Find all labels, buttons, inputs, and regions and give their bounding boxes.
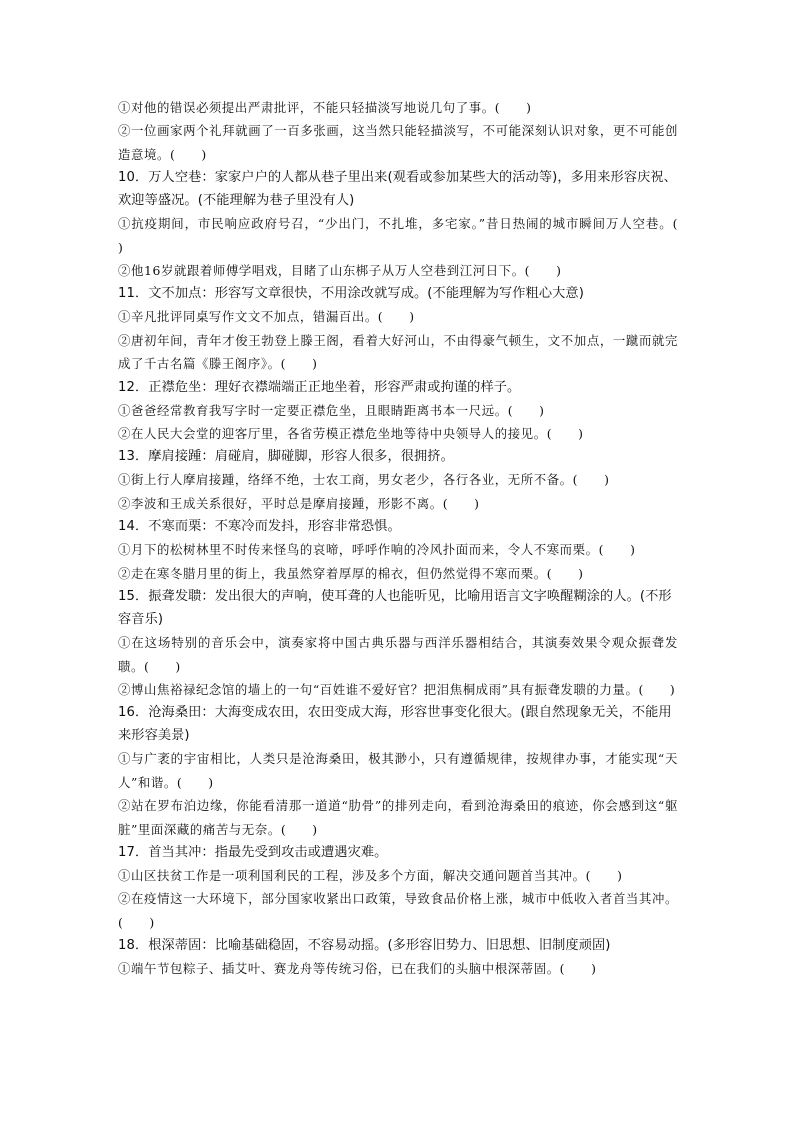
idiom-definition: 10．万人空巷：家家户户的人都从巷子里出来(观看或参加某些大的活动等)，多用来形容庆祝、欢迎等盛况。(不能理解为巷子里没有人) (118, 170, 677, 209)
example-sentence: ②唐初年间，青年才俊王勃登上滕王阁，看着大好河山，不由得豪气顿生，文不加点，一蹴而就完成了千古名篇《滕王阁序》。( ) (118, 332, 678, 372)
example-sentence: ①抗疫期间，市民响应政府号召，“少出门，不扎堆，多宅家。”昔日热闹的城市瞬间万人空巷。( ) (118, 216, 704, 255)
idiom-definition: 14．不寒而栗：不寒冷而发抖，形容非常恐惧。 (118, 519, 401, 535)
example-sentence: ①端午节包粽子、插艾叶、赛龙舟等传统习俗，已在我们的头脑中根深蒂固。( ) (118, 961, 597, 977)
idiom-definition: 12．正襟危坐：理好衣襟端端正正地坐着，形容严肃或拘谨的样子。 (118, 379, 521, 395)
idiom-definition: 17．首当其冲：指最先受到攻击或遭遇灾难。 (118, 844, 388, 860)
example-sentence: ②在人民大会堂的迎客厅里，各省劳模正襟危坐地等待中央领导人的接见。( ) (118, 426, 584, 442)
example-sentence: ①辛凡批评同桌写作文文不加点，错漏百出。( ) (118, 309, 415, 325)
example-sentence: ①对他的错误必须提出严肃批评，不能只轻描淡写地说几句了事。( ) (118, 100, 532, 115)
idiom-definition: 18．根深蒂固：比喻基础稳固，不容易动摇。(多形容旧势力、旧思想、旧制度顽固) (118, 938, 611, 954)
example-sentence: ②李波和王成关系很好，平时总是摩肩接踵，形影不离。( ) (118, 495, 480, 511)
example-sentence: ①街上行人摩肩接踵，络绎不绝，士农工商，男女老少，各行各业，无所不备。( ) (118, 472, 610, 488)
idiom-definition: 16．沧海桑田：大海变成农田，农田变成大海，形容世事变化很大。(跟自然现象无关，不能用来形容美景) (118, 705, 672, 744)
idiom-definition: 15．振聋发聩：发出很大的声响，使耳聋的人也能听见，比喻用语言文字唤醒糊涂的人。(不形容音乐) (118, 589, 672, 628)
example-sentence: ①月下的松树林里不时传来怪鸟的哀啼，呼呼作响的冷风扑面而来，令人不寒而栗。( ) (118, 542, 636, 558)
example-sentence: ①与广袤的宇宙相比，人类只是沧海桑田，极其渺小，只有遵循规律，按规律办事，才能实现“天人”和谐。( ) (118, 751, 678, 790)
example-sentence: ②走在寒冬腊月里的街上，我虽然穿着厚厚的棉衣，但仍然觉得不寒而栗。( ) (118, 565, 584, 581)
example-sentence: ②一位画家两个礼拜就画了一百多张画，这当然只能轻描淡写，不可能深刻认识对象，更不可能创造意境。( ) (118, 123, 678, 162)
example-sentence: ②他16岁就跟着师傅学唱戏，目睹了山东梆子从万人空巷到江河日下。( ) (118, 263, 562, 279)
idiom-definition: 13．摩肩接踵：肩碰肩，脚碰脚，形容人很多，很拥挤。 (118, 449, 454, 465)
example-sentence: ①在这场特别的音乐会中，演奏家将中国古典乐器与西洋乐器相结合，其演奏效果令观众振聋发聩。( ) (118, 635, 678, 674)
example-sentence: ②博山焦裕禄纪念馆的墙上的一句“百姓谁不爱好官？把泪焦桐成雨”具有振聋发聩的力量。( ) (118, 681, 676, 697)
example-sentence: ②站在罗布泊边缘，你能看清那一道道“肋骨”的排列走向，看到沧海桑田的痕迹，你会感到这“躯脏”里面深藏的痛苦与无奈。( ) (118, 798, 678, 837)
example-sentence: ②在疫情这一大环境下，部分国家收紧出口政策，导致食品价格上涨，城市中低收入者首当其冲。( ) (118, 891, 678, 930)
example-sentence: ①山区扶贫工作是一项利国利民的工程，涉及多个方面，解决交通问题首当其冲。( ) (118, 867, 623, 883)
idiom-definition: 11．文不加点：形容写文章很快，不用涂改就写成。(不能理解为写作粗心大意) (118, 286, 584, 302)
document-body (118, 96, 704, 981)
example-sentence: ①爸爸经常教育我写字时一定要正襟危坐，且眼睛距离书本一尺远。( ) (118, 402, 545, 418)
